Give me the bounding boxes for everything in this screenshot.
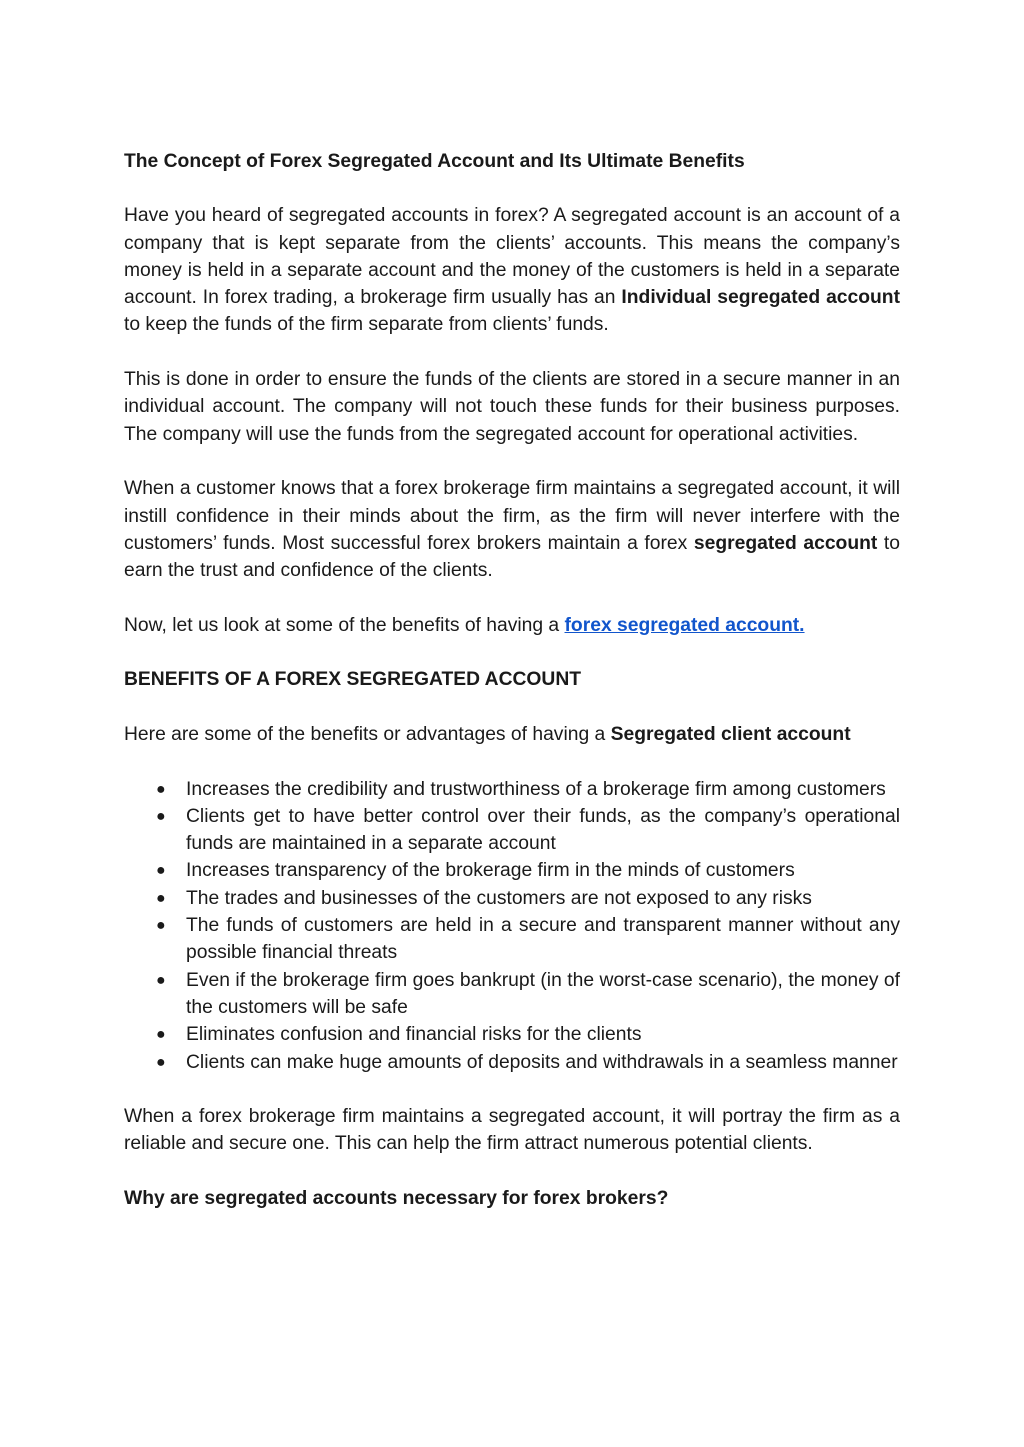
list-item [124, 776, 900, 803]
confidence-paragraph [124, 475, 900, 584]
bullet-icon: ● [156, 1053, 166, 1071]
advantages-text: Here are some of the benefits or advantages of having a [124, 723, 611, 745]
benefits-intro-text: Now, let us look at some of the benefits of having a [124, 614, 565, 636]
forex-segregated-account-link[interactable]: forex segregated account. [564, 614, 805, 636]
purpose-paragraph: This is done in order to ensure the funds of the clients are stored in a secure manner in an individual account. The company will not touch these funds for their business purposes. The company will use the funds from the segregated account for operational activities. [124, 369, 900, 445]
list-item [124, 803, 900, 858]
bullet-icon: ● [156, 917, 166, 935]
conclusion-paragraph: When a forex brokerage firm maintains a segregated account, it will portray the firm as a reliable and secure one. This can help the firm attract numerous potential clients. [124, 1106, 900, 1155]
intro-text-2: to keep the funds of the firm separate from clients’ funds. [124, 314, 609, 336]
benefits-heading: BENEFITS OF A FOREX SEGREGATED ACCOUNT [124, 669, 582, 691]
bullet-icon: ● [156, 862, 166, 880]
list-item [124, 857, 900, 884]
list-item [124, 1021, 900, 1048]
document-title: The Concept of Forex Segregated Account and Its Ultimate Benefits [124, 151, 745, 172]
benefits-intro-paragraph [124, 612, 900, 639]
benefits-list [124, 776, 900, 1076]
advantages-paragraph [124, 721, 900, 748]
list-item-text: The funds of customers are held in a secure and transparent manner without any possible financial threats [186, 915, 900, 964]
list-item [124, 885, 900, 912]
confidence-text-1: When a customer knows that a forex brokerage firm maintains a segregated account, it will instill confidence in their minds about the firm, as the firm will never interfere with the customers’ funds. Most successful forex brokers maintain a forex [124, 478, 900, 554]
bullet-icon: ● [156, 889, 166, 907]
bullet-icon: ● [156, 780, 166, 798]
intro-text-1: Have you heard of segregated accounts in forex? A segregated account is an account of a company that is kept separate from the clients’ accounts. This means the company’s money is held in a separate account and the money of the customers is held in a separate account. In forex trading, a brokerage firm usually has an [124, 205, 900, 309]
list-item-text: The trades and businesses of the customers are not exposed to any risks [186, 887, 812, 909]
list-item [124, 912, 900, 967]
intro-paragraph [124, 202, 900, 338]
list-item-text: Even if the brokerage firm goes bankrupt (in the worst-case scenario), the money of the customers will be safe [186, 969, 900, 1018]
list-item-text: Eliminates confusion and financial risks for the clients [186, 1024, 642, 1046]
list-item-text: Clients can make huge amounts of deposits and withdrawals in a seamless manner [186, 1051, 898, 1073]
advantages-bold-term: Segregated client account [610, 723, 851, 745]
list-item [124, 1049, 900, 1076]
list-item-text: Increases the credibility and trustworthiness of a brokerage firm among customers [186, 778, 886, 800]
list-item-text: Clients get to have better control over their funds, as the company’s operational funds are maintained in a separate account [186, 805, 900, 855]
bullet-icon: ● [156, 971, 166, 989]
list-item-text: Increases transparency of the brokerage firm in the minds of customers [186, 860, 795, 882]
bullet-icon: ● [156, 807, 166, 825]
intro-bold-term: Individual segregated account [621, 287, 900, 309]
document-page [124, 148, 900, 1240]
bullet-icon: ● [156, 1026, 166, 1044]
list-item [124, 967, 900, 1022]
confidence-text-2: to earn the trust and confidence of the clients. [124, 532, 900, 582]
confidence-bold-term: segregated account [693, 532, 878, 554]
necessity-heading: Why are segregated accounts necessary for forex brokers? [124, 1187, 669, 1209]
